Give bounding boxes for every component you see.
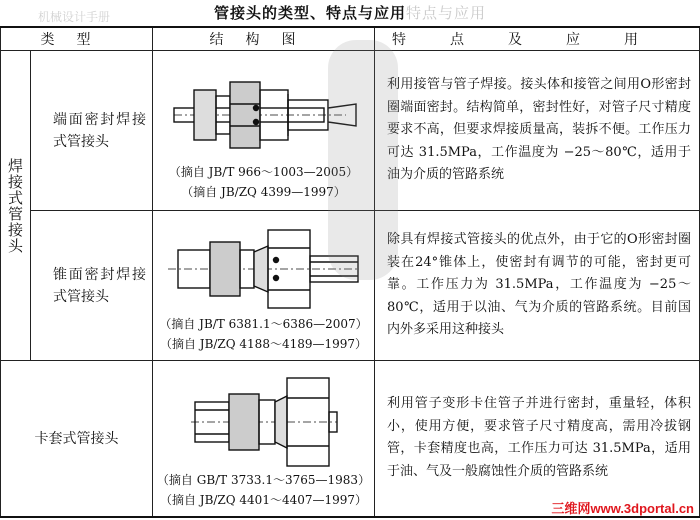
- table-row: [1, 51, 700, 211]
- group-label-cell: [1, 51, 31, 361]
- type-name: 锥面密封焊接式管接头: [31, 211, 153, 361]
- header-figure: 结构图: [153, 27, 375, 51]
- standard-ref: （摘自 JB/ZQ 4401～4407—1997）: [159, 493, 368, 508]
- cone-seal-welded-joint-drawing: [164, 222, 364, 314]
- standard-ref: （摘自 GB/T 3733.1～3765—1983）: [156, 473, 371, 488]
- title-ghost-text: 机械设计手册: [38, 10, 111, 24]
- type-name: 卡套式管接头: [1, 361, 153, 517]
- features-cell: [375, 51, 700, 211]
- type-name: 端面密封焊接式管接头: [31, 51, 153, 211]
- joint-types-table: [0, 26, 700, 518]
- table-row: [1, 211, 700, 361]
- features-text: 除具有焊接式管接头的优点外，由于它的O形密封圈装在24°锥体上，使密封有调节的可能，密封更可靠。工作压力为 31.5MPa，工作温度为 −25～80℃，适用于以油、气为介质的管路系统。目前国内外多采用这种接头: [387, 232, 691, 338]
- header-type: 类型: [1, 27, 153, 51]
- standard-ref: （摘自 JB/T 966～1003—2005）: [168, 164, 359, 179]
- title-faded: 特点与应用: [406, 4, 487, 22]
- group-label: 焊接式管接头: [6, 157, 24, 254]
- features-text: 利用管子变形卡住管子并进行密封，重量轻，体积小，使用方便，要求管子尺寸精度高，需用冷拔钢管，卡套精度也高，工作压力可达 31.5MPa，适用于油、气及一般腐蚀性介质的管路系统: [387, 396, 691, 479]
- header-features: 特点及应用: [375, 27, 700, 51]
- ferrule-joint-drawing: [189, 370, 339, 470]
- face-seal-welded-joint-drawing: [166, 64, 362, 162]
- standard-ref: （摘自 JB/ZQ 4399—1997）: [181, 184, 346, 199]
- title-main: 管接头的类型、特点与应用: [213, 4, 406, 22]
- features-text: 利用接管与管子焊接。接头体和接管之间用O形密封圈端面密封。结构简单，密封性好，对管子尺寸精度要求不高，但要求焊接质量高，装拆不便。工作压力可达 31.5MPa，工作温度为 −25～80℃，适用于油为介质的管路系统: [387, 77, 691, 183]
- figure-cell: [153, 361, 375, 517]
- standard-ref: （摘自 JB/T 6381.1～6386—2007）: [159, 316, 368, 331]
- features-cell: [375, 361, 700, 517]
- standard-ref: （摘自 JB/ZQ 4188～4189—1997）: [159, 336, 368, 351]
- table-row: [1, 361, 700, 517]
- features-cell: [375, 211, 700, 361]
- site-watermark: 三维网www.3dportal.cn: [551, 501, 694, 516]
- figure-cell: [153, 211, 375, 361]
- figure-cell: [153, 51, 375, 211]
- table-header-row: [1, 27, 700, 51]
- page-title: [0, 0, 700, 26]
